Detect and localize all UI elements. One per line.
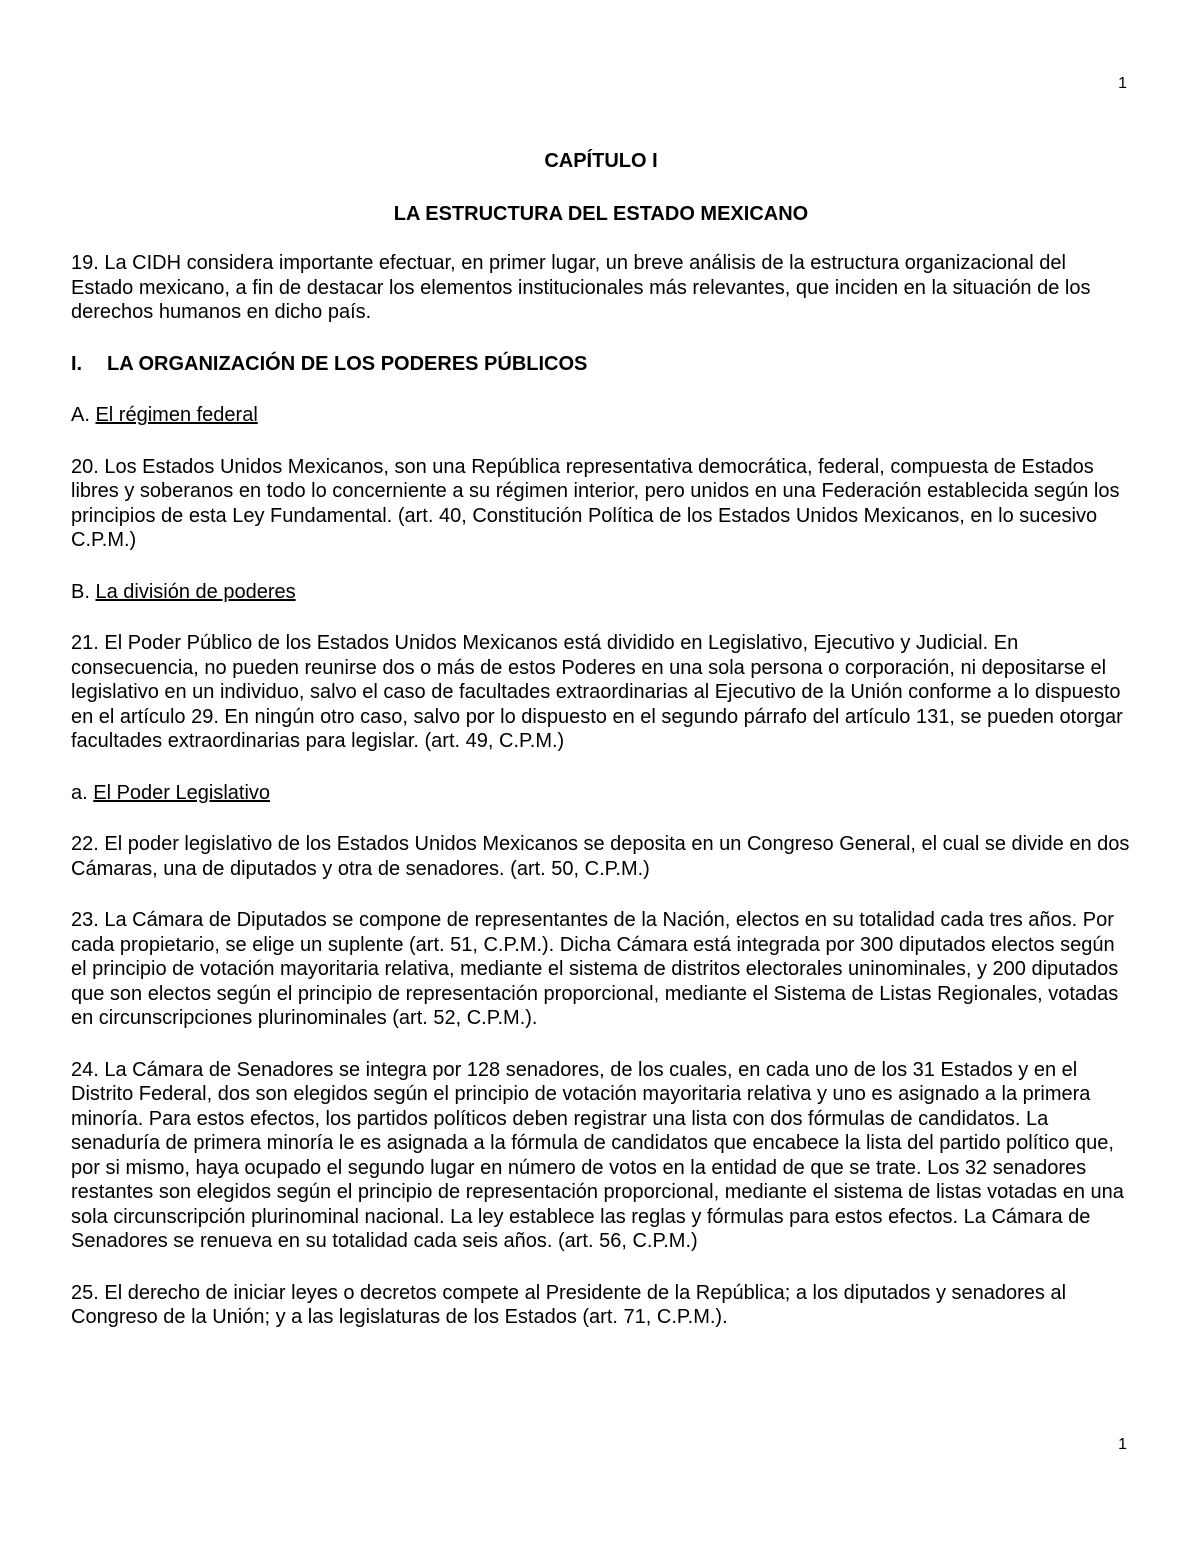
subsection-prefix: B. [71, 580, 90, 603]
paragraph-19: 19. La CIDH considera importante efectuar, en primer lugar, un breve análisis de la estructura organizacional del Estado mexicano, a fin de destacar los elementos institucionales más relevantes, que inciden en la situación de los derechos humanos en dicho país. [71, 252, 1091, 323]
subsection-prefix: a. [71, 781, 88, 804]
paragraph-25: 25. El derecho de iniciar leyes o decretos compete al Presidente de la República; a los diputados y senadores al Congreso de la Unión; y a las legislaturas de los Estados (art. 71, C.P.M.). [71, 1281, 1067, 1328]
subsection-title: La división de poderes [95, 580, 296, 603]
paragraph-23: 23. La Cámara de Diputados se compone de representantes de la Nación, electos en su totalidad cada tres años. Por cada propietario, se elige un suplente (art. 51, C.P.M.). Dicha Cámara está integrada por 300 diputados electos según el principio de votación mayoritaria relativa, mediante el sistema de distritos electorales uninominales, y 200 diputados que son electos según el principio de representación proporcional, mediante el Sistema de Listas Regionales, votadas en circunscripciones plurinominales (art. 52, C.P.M.). [71, 909, 1119, 1029]
page-number-bottom: 1 [1118, 1436, 1127, 1453]
page-number-top: 1 [1118, 75, 1127, 92]
chapter-heading: CAPÍTULO I [544, 150, 658, 172]
paragraph-21: 21. El Poder Público de los Estados Unidos Mexicanos está dividido en Legislativo, Ejecutivo y Judicial. En consecuencia, no pueden reunirse dos o más de estos Poderes en una sola persona o corporación, ni depositarse el legislativo en un individuo, salvo el caso de facultades extraordinarias al Ejecutivo de la Unión conforme a lo dispuesto en el artículo 29. En ningún otro caso, salvo por lo dispuesto en el segundo párrafo del artículo 131, se pueden otorgar facultades extraordinarias para legislar. (art. 49, C.P.M.) [71, 632, 1123, 752]
subsection-title: El Poder Legislativo [93, 781, 271, 804]
paragraph-20: 20. Los Estados Unidos Mexicanos, son una República representativa democrática, federal, compuesta de Estados libres y soberanos en todo lo concerniente a su régimen interior, pero unidos en una Federación establecida según los principios de esta Ley Fundamental. (art. 40, Constitución Política de los Estados Unidos Mexicanos, en lo sucesivo C.P.M.) [71, 455, 1120, 551]
subsection-lower-a-heading [71, 781, 1131, 806]
document-body [71, 149, 1131, 1357]
section-title: LA ORGANIZACIÓN DE LOS PODERES PÚBLICOS [107, 352, 588, 375]
subsection-b-heading [71, 580, 1131, 605]
subsection-title: El régimen federal [95, 404, 258, 426]
subsection-a-heading [71, 403, 1131, 428]
paragraph-22: 22. El poder legislativo de los Estados Unidos Mexicanos se deposita en un Congreso General, el cual se divide en dos Cámaras, una de diputados y otra de senadores. (art. 50, C.P.M.) [71, 833, 1130, 880]
section-number: I. [71, 352, 83, 375]
subsection-prefix: A. [71, 404, 90, 426]
chapter-title: LA ESTRUCTURA DEL ESTADO MEXICANO [393, 202, 809, 225]
section-heading-1 [71, 352, 1131, 377]
paragraph-24: 24. La Cámara de Senadores se integra por 128 senadores, de los cuales, en cada uno de los 31 Estados y en el Distrito Federal, dos son elegidos según el principio de votación mayoritaria relativa y uno es asignado a la primera minoría. Para estos efectos, los partidos políticos deben registrar una lista con dos fórmulas de candidatos. La senaduría de primera minoría le es asignada a la fórmula de candidatos que encabece la lista del partido político que, por si mismo, haya ocupado el segundo lugar en número de votos en la entidad de que se trate. Los 32 senadores restantes son elegidos según el principio de representación proporcional, mediante el sistema de listas votadas en una sola circunscripción plurinominal nacional. La ley establece las reglas y fórmulas para estos efectos. La Cámara de Senadores se renueva en su totalidad cada seis años. (art. 56, C.P.M.) [71, 1058, 1124, 1252]
